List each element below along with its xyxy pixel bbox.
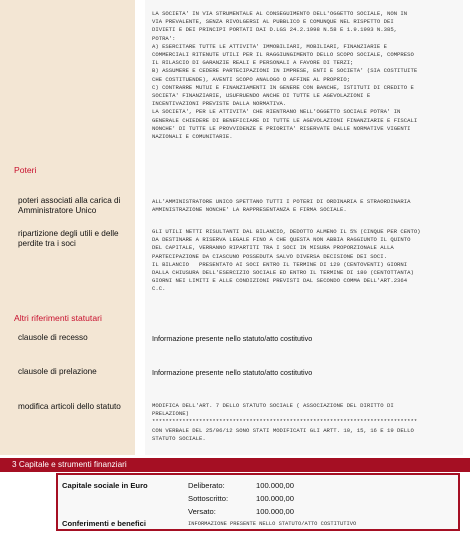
- versato-value: 100.000,00: [256, 507, 295, 516]
- recesso-label: clausole di recesso: [18, 333, 88, 342]
- versato-key: Versato:: [188, 507, 216, 516]
- modifica-text: MODIFICA DELL'ART. 7 DELLO STATUTO SOCIALE ( ASSOCIAZIONE DEL DIRITTO DI PRELAZIONE) ******************************************************************************* CON VERBALE DEL 25/06/12 SONO STATI MODIFICATI GLI ARTT. 10, 15, 16 E 19 DELLO STATUTO SOCIALE.: [152, 402, 418, 442]
- left-label-column: [0, 0, 135, 455]
- section-altri-title: Altri riferimenti statutari: [14, 313, 102, 323]
- capitale-header-text: 3 Capitale e strumenti finanziari: [12, 460, 127, 469]
- ripartizione-label: ripartizione degli utili e delle perdite tra i soci: [18, 229, 119, 248]
- capitale-box: [56, 473, 460, 531]
- prelazione-label: clausole di prelazione: [18, 367, 97, 376]
- recesso-value: Informazione presente nello statuto/atto costitutivo: [152, 334, 313, 343]
- capitale-euro-label: Capitale sociale in Euro: [62, 481, 148, 490]
- poteri-text: ALL'AMMINISTRATORE UNICO SPETTANO TUTTI I POTERI DI ORDINARIA E STRAORDINARIA AMMINISTRAZIONE NONCHE' LA RAPPRESENTANZA E FIRMA SOCIALE.: [152, 198, 411, 214]
- conferimenti-label: Conferimenti e benefici: [62, 519, 146, 528]
- sottoscritto-value: 100.000,00: [256, 494, 295, 503]
- conferimenti-value: INFORMAZIONE PRESENTE NELLO STATUTO/ATTO COSTITUTIVO: [188, 521, 357, 527]
- sottoscritto-key: Sottoscritto:: [188, 494, 229, 503]
- ripartizione-text: GLI UTILI NETTI RISULTANTI DAL BILANCIO, DEDOTTO ALMENO IL 5% (CINQUE PER CENTO) DA DESTINARE A RISERVA LEGALE FINO A CHE QUESTA NON ABBIA RAGGIUNTO IL QUINTO DEL CAPITALE, VERRANNO RIPARTITI TRA I SOCI IN MISURA PROPORZIONALE ALLA PARTECIPAZIONE DA CIASCUNO POSSEDUTA SALVO DIVERSA DECISIONE DEI SOCI. IL BILANCIO PRESENTATO AI SOCI ENTRO IL TERMINE DI 120 (CENTOVENTI) GIORNI DALLA CHIUSURA DELL'ESERCIZIO SOCIALE ED ENTRO IL TERMINE DI 180 (CENTOTTANTA) GIORNI NEI LIMITI E ALLE CONDIZIONI PREVISTI DAL SECONDO COMMA DELL'ART.2364 C.C.: [152, 228, 421, 293]
- poteri-label: poteri associati alla carica di Amministratore Unico: [18, 196, 121, 215]
- deliberato-value: 100.000,00: [256, 481, 295, 490]
- section-poteri-title: Poteri: [14, 165, 37, 175]
- prelazione-value: Informazione presente nello statuto/atto costitutivo: [152, 368, 313, 377]
- oggetto-sociale-text: LA SOCIETA' IN VIA STRUMENTALE AL CONSEGUIMENTO DELL'OGGETTO SOCIALE, NON IN VIA PREVALENTE, SENZA RIVOLGERSI AL PUBBLICO E COMUNQUE NEL RISPETTO DEI DIVIETI E DEI PRINCIPI PORTATI DAI D.LGS 24.2.1998 N.58 E 1.9.1993 N.385, POTRA': A) ESERCITARE TUTTE LE ATTIVITA' IMMOBILIARI, MOBILIARI, FINANZIARIE E COMMERCIALI RITENUTE UTILI PER IL RAGGIUNGIMENTO DELLO SCOPO SOCIALE, COMPRESO IL RILASCIO DI GARANZIE REALI E PERSONALI A FAVORE DI TERZI; B) ASSUMERE E CEDERE PARTECIPAZIONI IN IMPRESE, ENTI E SOCIETA' (SIA COSTITUITE CHE COSTITUENDE), AVENTI SCOPO ANALOGO O AFFINE AL PROPRIO; C) CONTRARRE MUTUI E FINANZIAMENTI IN GENERE CON BANCHE, ISTITUTI DI CREDITO E SOCIETA' FINANZIARIE, USUFRUENDO ANCHE DI TUTTE LE AGEVOLAZIONI E INCENTIVAZIONI PREVISTE DALLA NORMATIVA. LA SOCIETA', PER LE ATTIVITA' CHE RIENTRANO NELL'OGGETTO SOCIALE POTRA' IN GENERALE CHIEDERE DI BENEFICIARE DI TUTTE LE AGEVOLAZIONI FINANZIARIE E FISCALI NONCHE' DI TUTTE LE PROVVIDENZE E PRIORITA' RISERVATE DALLE NORMATIVE VIGENTI NAZIONALI E COMUNITARIE.: [152, 10, 418, 141]
- capitale-section-header: [0, 458, 470, 472]
- modifica-label: modifica articoli dello statuto: [18, 402, 121, 411]
- deliberato-key: Deliberato:: [188, 481, 225, 490]
